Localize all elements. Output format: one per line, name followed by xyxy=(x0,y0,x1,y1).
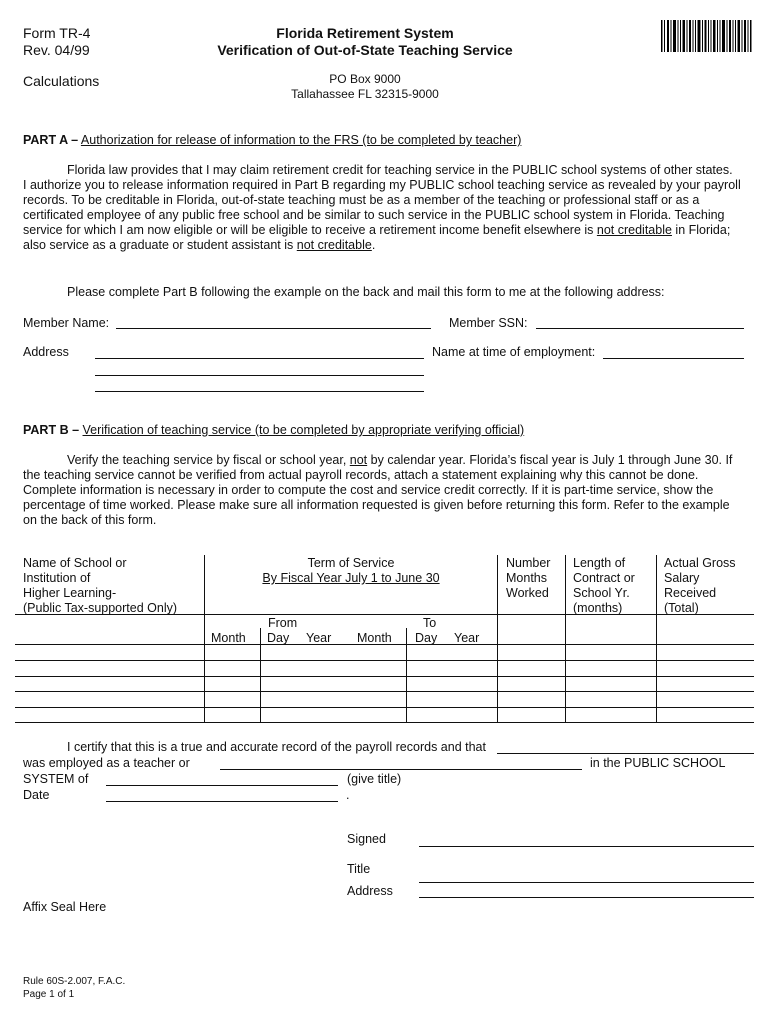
title-field[interactable] xyxy=(419,882,754,883)
part-a-line6-text: also service as a graduate or student assistant is xyxy=(23,238,297,252)
system-of-label: SYSTEM of xyxy=(23,772,89,786)
part-b-text-line2: the teaching service cannot be verified from actual payroll records, attach a statement explaining why this cannot be done. xyxy=(23,468,699,482)
part-b-heading xyxy=(23,423,524,437)
part-a-heading xyxy=(23,133,521,147)
col-length-line2: Contract or xyxy=(573,571,635,585)
member-ssn-label: Member SSN: xyxy=(449,316,528,330)
part-b-line1-text: Verify the teaching service by fiscal or school year, xyxy=(67,453,350,467)
affix-seal-label: Affix Seal Here xyxy=(23,900,107,914)
part-b-title: Verification of teaching service (to be completed by appropriate verifying official) xyxy=(82,423,525,437)
date-label: Date xyxy=(23,788,50,802)
part-b-text-line4: percentage of time worked. Please make sure all information requested is given before returning this form. Refer to the example xyxy=(23,498,730,512)
give-title-label: (give title) xyxy=(347,772,402,786)
from-day-header: Day xyxy=(267,631,290,645)
col-salary-line3: Received xyxy=(664,586,717,600)
public-school-text: in the PUBLIC SCHOOL xyxy=(590,756,726,770)
to-day-header: Day xyxy=(415,631,438,645)
system-of-field[interactable] xyxy=(106,785,338,786)
address-label: Address xyxy=(23,345,69,359)
part-b-text-line3: Complete information is necessary in order to compute the cost and service credit correctly. If it is part-time service, show the xyxy=(23,483,714,497)
to-label: To xyxy=(423,616,437,630)
address-field-line2[interactable] xyxy=(95,375,424,376)
part-a-text-line1: Florida law provides that I may claim retirement credit for teaching service in the PUBLIC school systems of other states. xyxy=(67,163,733,177)
table-row[interactable] xyxy=(15,691,754,692)
col-months-line2: Months xyxy=(506,571,547,585)
barcode-image xyxy=(661,20,753,52)
table-row[interactable] xyxy=(15,676,754,677)
col-school-line3: Higher Learning- xyxy=(23,586,117,600)
form-number: Form TR-4 xyxy=(23,25,91,41)
member-name-label: Member Name: xyxy=(23,316,110,330)
certify-text: I certify that this is a true and accurate record of the payroll records and that xyxy=(67,740,486,754)
part-a-text-line3: records. To be creditable in Florida, out-of-state teaching must be as a member of the teaching or professional staff or as a xyxy=(23,193,700,207)
to-year-header: Year xyxy=(454,631,480,645)
table-divider xyxy=(656,555,657,723)
not-creditable-2: not creditable xyxy=(296,238,372,252)
col-months-line3: Worked xyxy=(506,586,549,600)
not-creditable-1: not creditable xyxy=(596,223,672,237)
term-of-service-subtitle: By Fiscal Year July 1 to June 30 xyxy=(262,571,440,585)
part-a-text-line6 xyxy=(23,238,375,252)
col-length-line3: School Yr. xyxy=(573,586,630,600)
col-salary-line2: Salary xyxy=(664,571,700,585)
part-a-instruction: Please complete Part B following the example on the back and mail this form to me at the following address: xyxy=(67,285,665,299)
date-period: . xyxy=(346,788,350,802)
table-row[interactable] xyxy=(15,644,754,645)
teacher-name-field[interactable] xyxy=(497,753,754,754)
official-address-label: Address xyxy=(347,884,393,898)
not-underlined: not xyxy=(349,453,368,467)
title-label: Title xyxy=(347,862,371,876)
table-row[interactable] xyxy=(15,660,754,661)
part-a-line6-end: . xyxy=(371,238,376,252)
member-name-field[interactable] xyxy=(116,328,431,329)
signed-label: Signed xyxy=(347,832,386,846)
part-a-text-line4: certificated employee of any public free school and be similar to such service in the PUBLIC school system in Florida. Teaching xyxy=(23,208,725,222)
to-month-header: Month xyxy=(357,631,392,645)
col-salary-line1: Actual Gross xyxy=(664,556,736,570)
part-a-line5-text: service for which I am now eligible or will be eligible to receive a retirement income benefit elsewhere is xyxy=(23,223,594,237)
col-months-line1: Number xyxy=(506,556,551,570)
table-divider xyxy=(204,555,205,723)
rule-citation: Rule 60S-2.007, F.A.C. xyxy=(23,976,126,987)
form-title: Florida Retirement System xyxy=(276,25,454,41)
member-ssn-field[interactable] xyxy=(536,328,744,329)
table-row[interactable] xyxy=(15,722,754,723)
part-b-text-line1 xyxy=(67,453,732,467)
table-row xyxy=(15,614,754,615)
part-a-label: PART A – xyxy=(23,133,79,147)
form-subtitle: Verification of Out-of-State Teaching Service xyxy=(217,42,513,58)
mailing-address-line1: PO Box 9000 xyxy=(329,72,401,86)
mailing-address-line2: Tallahassee FL 32315-9000 xyxy=(291,87,439,101)
name-at-employment-label: Name at time of employment: xyxy=(432,345,596,359)
page-number: Page 1 of 1 xyxy=(23,989,75,1000)
date-field[interactable] xyxy=(106,801,338,802)
part-a-text-line5 xyxy=(23,223,730,237)
from-month-header: Month xyxy=(211,631,246,645)
col-school-line1: Name of School or xyxy=(23,556,127,570)
part-a-line5-end: in Florida; xyxy=(671,223,731,237)
col-salary-line4: (Total) xyxy=(664,601,699,615)
name-at-employment-field[interactable] xyxy=(603,358,744,359)
address-field-line1[interactable] xyxy=(95,358,424,359)
official-address-field[interactable] xyxy=(419,897,754,898)
address-field-line3[interactable] xyxy=(95,391,424,392)
signature-field[interactable] xyxy=(419,846,754,847)
term-of-service-title: Term of Service xyxy=(307,556,395,570)
part-b-line1-end: by calendar year. Florida’s fiscal year is July 1 through June 30. If xyxy=(367,453,733,467)
calculations-label: Calculations xyxy=(23,73,100,89)
from-label: From xyxy=(268,616,298,630)
position-field[interactable] xyxy=(220,769,582,770)
table-divider xyxy=(497,555,498,723)
from-year-header: Year xyxy=(306,631,332,645)
col-length-line4: (months) xyxy=(573,601,623,615)
part-a-title: Authorization for release of information to the FRS (to be completed by teacher) xyxy=(80,133,522,147)
table-row[interactable] xyxy=(15,707,754,708)
part-b-label: PART B – xyxy=(23,423,80,437)
table-divider xyxy=(565,555,566,723)
form-revision: Rev. 04/99 xyxy=(23,42,90,58)
employed-as-text: was employed as a teacher or xyxy=(23,756,190,770)
part-a-text-line2: I authorize you to release information required in Part B regarding my PUBLIC school teaching service as revealed by your payroll xyxy=(23,178,741,192)
col-school-line4: (Public Tax-supported Only) xyxy=(23,601,178,615)
part-b-text-line5: on the back of this form. xyxy=(23,513,157,527)
col-school-line2: Institution of xyxy=(23,571,91,585)
col-length-line1: Length of xyxy=(573,556,626,570)
